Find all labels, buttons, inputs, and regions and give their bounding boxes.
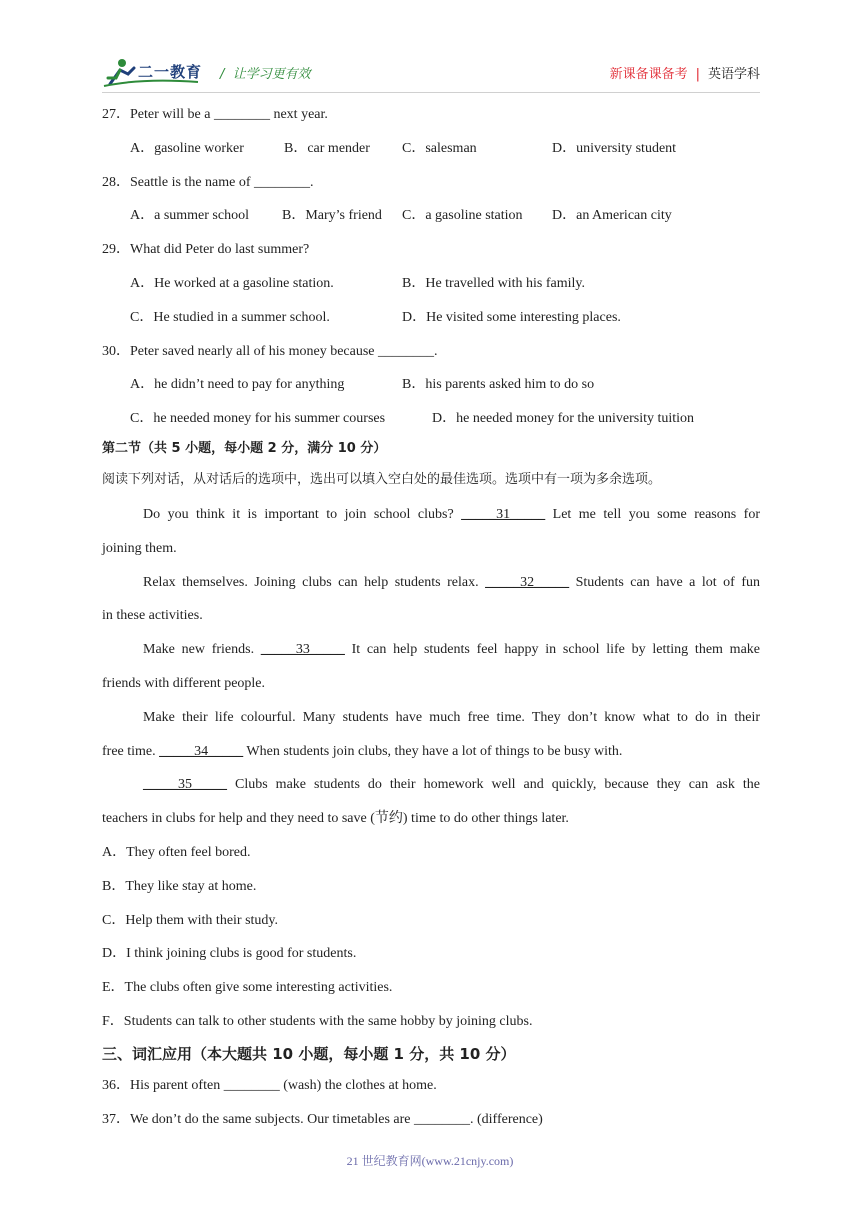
passage-line-2: joining them. — [102, 540, 177, 556]
passage-line-7: Make their life colourful. Many students have much free time. They don’t know what to do in their — [143, 709, 760, 725]
question-28-options — [102, 199, 760, 233]
section-2-option-a: A．They often feel bored. — [102, 844, 251, 860]
q30-option-a: A．he didn’t need to pay for anything — [130, 377, 345, 393]
question-30-options-ab — [102, 368, 760, 402]
q27-option-b: B．car mender — [284, 140, 370, 156]
question-30-stem: 30．Peter saved nearly all of his money because ________. — [102, 343, 438, 359]
passage-line-6: friends with different people. — [102, 675, 266, 691]
header-divider — [102, 92, 760, 93]
header-slogan: / 让学习更有效 — [220, 67, 311, 82]
q28-option-d: D．an American city — [552, 208, 672, 224]
q27-option-a: A．gasoline worker — [130, 140, 244, 156]
section-2-option-f: F．Students can talk to other students with the same hobby by joining clubs. — [102, 1013, 533, 1029]
q28-option-b: B．Mary’s friend — [282, 208, 382, 224]
q29-option-d: D．He visited some interesting places. — [402, 309, 621, 325]
section-2-option-b: B．They like stay at home. — [102, 878, 257, 894]
section-2-title: 第二节（共 5 小题，每小题 2 分，满分 10 分） — [102, 440, 387, 456]
question-36: 36．His parent often ________ (wash) the clothes at home. — [102, 1077, 437, 1093]
passage-line-8: free time. _____34_____ When students join clubs, they have a lot of things to be busy with. — [102, 743, 623, 759]
q29-option-b: B．He travelled with his family. — [402, 275, 585, 291]
question-29-stem: 29．What did Peter do last summer? — [102, 242, 310, 258]
header-subject-label: 英语学科 — [707, 67, 760, 82]
page-header — [102, 54, 760, 94]
page-content — [102, 98, 760, 1136]
section-3-title: 三、词汇应用（本大题共 10 小题，每小题 1 分，共 10 分） — [102, 1044, 516, 1063]
passage-line-9: _____35_____ Clubs make students do their homework well and quickly, because they can ask the — [143, 777, 760, 793]
q29-option-c: C．He studied in a summer school. — [130, 309, 330, 325]
q30-option-d: D．he needed money for the university tuition — [432, 411, 695, 427]
q29-option-a: A．He worked at a gasoline station. — [130, 275, 334, 291]
question-29-options-ab — [102, 267, 760, 301]
section-2-option-d: D．I think joining clubs is good for students. — [102, 946, 357, 962]
question-27-options — [102, 132, 760, 166]
blank-31[interactable]: _____31_____ — [461, 506, 546, 522]
blank-35[interactable]: _____35_____ — [143, 777, 227, 793]
passage-line-1: Do you think it is important to join school clubs? _____31_____ Let me tell you some reasons for — [143, 506, 760, 522]
question-30-options-cd — [102, 402, 760, 436]
q30-option-c: C．he needed money for his summer courses — [130, 411, 386, 427]
page-footer: 21 世纪教育网(www.21cnjy.com) — [346, 1154, 514, 1168]
question-28-stem: 28．Seattle is the name of ________. — [102, 174, 314, 190]
blank-34[interactable]: _____34_____ — [159, 743, 244, 759]
passage-line-5: Make new friends. _____33_____ It can help students feel happy in school life by letting them make — [143, 642, 760, 658]
header-separator: | — [695, 67, 700, 82]
logo-text: 二一教育 — [138, 63, 203, 81]
passage-line-3: Relax themselves. Joining clubs can help students relax. _____32_____ Students can have a lot of fun — [143, 574, 761, 590]
section-2-option-c: C．Help them with their study. — [102, 912, 279, 928]
section-2-option-e: E．The clubs often give some interesting activities. — [102, 980, 393, 996]
header-right — [610, 63, 760, 82]
question-29-options-cd — [102, 301, 760, 335]
section-2-instructions: 阅读下列对话，从对话后的选项中，选出可以填入空白处的最佳选项。选项中有一项为多余选项。 — [102, 471, 662, 487]
blank-32[interactable]: _____32_____ — [485, 574, 570, 590]
q28-option-c: C．a gasoline station — [402, 208, 523, 224]
blank-33[interactable]: _____33_____ — [260, 642, 345, 658]
q28-option-a: A．a summer school — [130, 208, 249, 224]
q27-option-c: C．salesman — [402, 140, 477, 156]
question-27-stem: 27．Peter will be a ________ next year. — [102, 107, 328, 122]
passage-line-10: teachers in clubs for help and they need to save (节约) time to do other things later. — [102, 811, 569, 827]
question-37: 37．We don’t do the same subjects. Our timetables are ________. (difference) — [102, 1111, 543, 1127]
q30-option-b: B．his parents asked him to do so — [402, 377, 595, 393]
passage-line-4: in these activities. — [102, 608, 203, 624]
q27-option-d: D．university student — [552, 140, 677, 156]
header-course-label: 新课备课备考 — [609, 67, 688, 82]
